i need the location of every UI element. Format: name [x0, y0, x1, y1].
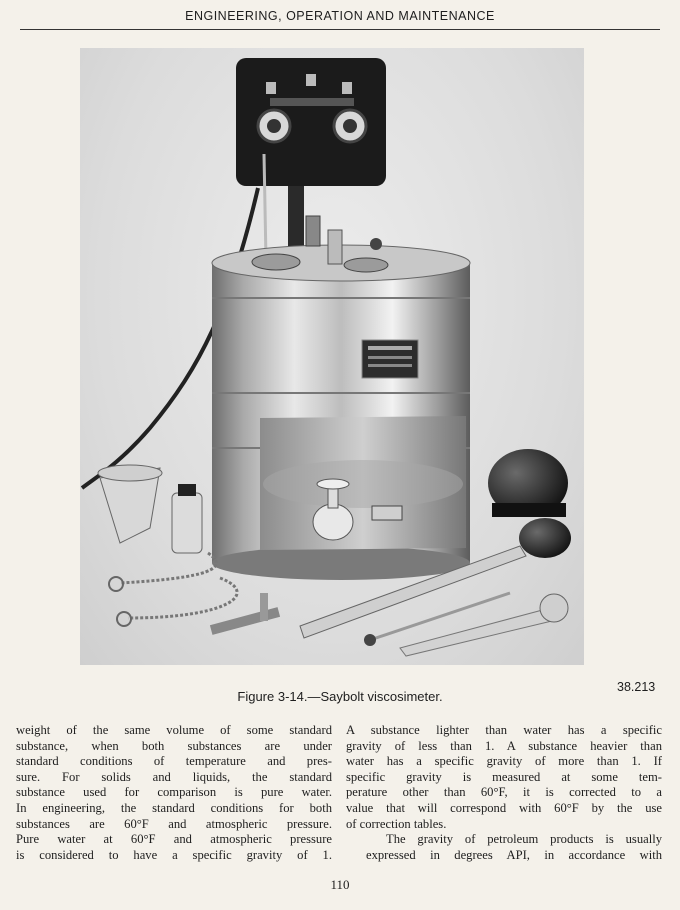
tube-key: [210, 607, 280, 635]
text-line: value that will correspond with 60°F by the use: [346, 800, 662, 815]
sample-bottle: [172, 493, 202, 553]
text-line: perature other than 60°F, it is corrected to a: [346, 785, 662, 800]
text-line: substance used for comparison is pure water.: [16, 785, 332, 800]
receiving-flask: [313, 504, 353, 540]
text-line: specific gravity is measured at some tem-: [346, 769, 662, 784]
viscosimeter-illustration: [80, 48, 584, 665]
text-line: sure. For solids and liquids, the standard: [16, 769, 332, 784]
rubber-bulb: [519, 518, 571, 558]
running-header: ENGINEERING, OPERATION AND MAINTENANCE: [185, 9, 495, 23]
text-line: standard conditions of temperature and pres-: [16, 754, 332, 769]
figure-reference-number: 38.213: [617, 680, 656, 694]
header-rule: [20, 29, 660, 30]
text-line: water has a specific gravity of more than 1. If: [346, 754, 662, 769]
chain-upper: [120, 553, 216, 583]
figure-caption: Figure 3-14.—Saybolt viscosimeter.: [237, 689, 443, 704]
text-line: substances are 60°F and atmospheric pressure.: [16, 816, 332, 831]
figure-photo-saybolt-viscosimeter: [80, 48, 584, 665]
left-column: [16, 723, 332, 863]
text-line: is considered to have a specific gravity of 1.: [16, 847, 332, 862]
text-line: weight of the same volume of some standard: [16, 723, 332, 737]
paragraph: [346, 723, 662, 832]
text-line: substance, when both substances are under: [16, 738, 332, 753]
paragraph: [16, 723, 332, 863]
text-line: The gravity of petroleum products is usually: [386, 832, 662, 847]
text-line: Pure water at 60°F and atmospheric pressure: [16, 832, 332, 847]
thermometer: [264, 154, 266, 260]
page-number: 110: [330, 877, 350, 892]
chain-lower: [128, 578, 237, 618]
text-line: gravity of less than 1. A substance heavier than: [346, 738, 662, 753]
text-line: A substance lighter than water has a specific: [346, 723, 662, 737]
paragraph: [346, 832, 662, 863]
text-line: In engineering, the standard conditions for both: [16, 800, 332, 815]
hydrometer: [400, 608, 556, 656]
text-line: of correction tables.: [346, 816, 447, 831]
text-line: expressed in degrees API, in accordance with: [366, 847, 662, 862]
right-column: [346, 723, 662, 863]
